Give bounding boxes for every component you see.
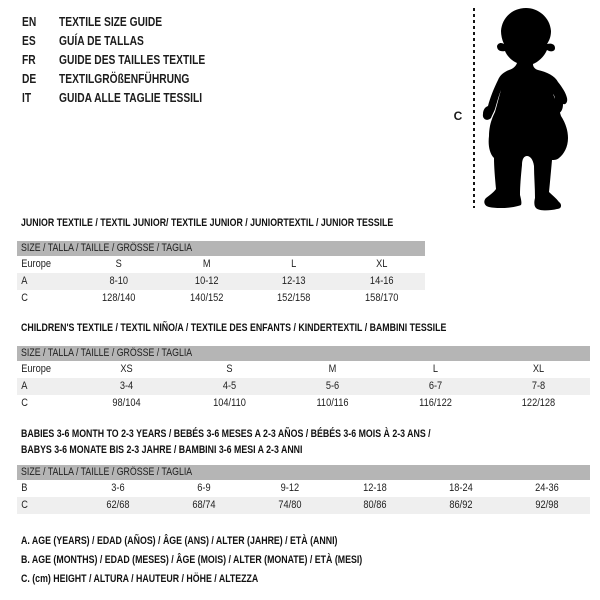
size-cell: 6-7 <box>428 380 443 392</box>
size-cell: 12-18 <box>363 482 388 494</box>
table-row-height <box>17 395 590 412</box>
size-cell: 104/110 <box>213 397 246 409</box>
size-cell: 8-10 <box>109 275 129 287</box>
section-title: BABIES 3-6 MONTH TO 2-3 YEARS / BEBÉS 3-6 MESES A 2-3 AÑOS / BÉBÉS 3-6 MOIS À 2-3 ANS / <box>21 428 431 440</box>
language-title-block <box>22 13 237 108</box>
size-cell: 98/104 <box>112 397 141 409</box>
table-row-age <box>17 378 590 395</box>
lang-row-fr <box>22 51 237 70</box>
lang-code: IT <box>22 91 32 105</box>
lang-label: GUIDE DES TAILLES TEXTILE <box>59 53 206 67</box>
size-cell: 110/116 <box>316 397 349 409</box>
row-label: A <box>21 380 28 392</box>
row-label: C <box>21 397 28 409</box>
size-cell: 18-24 <box>449 482 474 494</box>
section-title: CHILDREN'S TEXTILE / TEXTIL NIÑO/A / TEXTILE DES ENFANTS / KINDERTEXTIL / BAMBINI TESSILE <box>21 322 447 334</box>
table-row-height <box>17 497 590 514</box>
height-measure-dashed-line <box>473 8 475 208</box>
table-row-height <box>17 290 425 307</box>
lang-label: TEXTILGRÖßENFÜHRUNG <box>59 72 190 86</box>
size-cell: S <box>115 258 122 270</box>
lang-code: EN <box>22 15 37 29</box>
row-label: Europe <box>21 363 52 375</box>
lang-label: GUÍA DE TALLAS <box>59 34 144 48</box>
baby-silhouette-image <box>476 6 578 212</box>
table-row-age <box>17 273 425 290</box>
size-cell: 14-16 <box>369 275 394 287</box>
table-row-europe <box>17 256 425 273</box>
size-header-bar: SIZE / TALLA / TAILLE / GRÖSSE / TAGLIA <box>17 465 590 480</box>
size-cell: 5-6 <box>325 380 340 392</box>
babies-size-table <box>17 465 590 514</box>
footnote-b: B. AGE (MONTHS) / EDAD (MESES) / ÂGE (MOIS) / ALTER (MONATE) / ETÀ (MESI) <box>21 554 363 566</box>
row-label: C <box>21 292 28 304</box>
lang-row-it <box>22 89 237 108</box>
children-size-table <box>17 346 590 412</box>
section-title-line2: BABYS 3-6 MONATE BIS 2-3 JAHRE / BAMBINI 3-6 MESI A 2-3 ANNI <box>21 444 303 456</box>
row-label: Europe <box>21 258 52 270</box>
size-header-bar: SIZE / TALLA / TAILLE / GRÖSSE / TAGLIA <box>17 346 590 361</box>
size-cell: L <box>432 363 439 375</box>
size-cell: M <box>328 363 337 375</box>
footnote-legend <box>17 532 449 589</box>
height-measure-label: C <box>453 109 463 123</box>
size-cell: 9-12 <box>280 482 299 494</box>
table-row-months <box>17 480 590 497</box>
size-cell: 6-9 <box>197 482 211 494</box>
section-childrens-textile <box>17 320 590 412</box>
size-cell: 3-4 <box>119 380 134 392</box>
section-junior-textile <box>17 215 425 307</box>
lang-code: FR <box>22 53 36 67</box>
size-cell: 7-8 <box>531 380 546 392</box>
section-babies-textile <box>17 426 590 514</box>
size-cell: 128/140 <box>102 292 136 304</box>
lang-label: GUIDA ALLE TAGLIE TESSILI <box>59 91 203 105</box>
section-title: JUNIOR TEXTILE / TEXTIL JUNIOR/ TEXTILE JUNIOR / JUNIORTEXTIL / JUNIOR TESSILE <box>21 217 394 229</box>
size-cell: 86/92 <box>449 499 473 511</box>
footnote-a: A. AGE (YEARS) / EDAD (AÑOS) / ÂGE (ANS) / ALTER (JAHRE) / ETÀ (ANNI) <box>21 535 338 547</box>
lang-code: ES <box>22 34 36 48</box>
size-header-bar: SIZE / TALLA / TAILLE / GRÖSSE / TAGLIA <box>17 241 425 256</box>
row-label: B <box>21 482 28 494</box>
size-cell: 74/80 <box>278 499 302 511</box>
size-cell: 3-6 <box>111 482 125 494</box>
size-cell: XL <box>532 363 545 375</box>
lang-label: TEXTILE SIZE GUIDE <box>59 15 163 29</box>
size-cell: 12-13 <box>281 275 306 287</box>
row-label: C <box>21 499 28 511</box>
size-cell: 80/86 <box>363 499 387 511</box>
size-cell: 158/170 <box>364 292 398 304</box>
junior-size-table <box>17 241 425 307</box>
size-cell: 116/122 <box>419 397 452 409</box>
size-cell: 4-5 <box>222 380 237 392</box>
size-cell: M <box>202 258 211 270</box>
lang-row-en <box>22 13 237 32</box>
size-cell: XS <box>120 363 133 375</box>
row-label: A <box>21 275 28 287</box>
size-cell: 152/158 <box>277 292 311 304</box>
size-cell: L <box>291 258 297 270</box>
size-cell: 92/98 <box>535 499 559 511</box>
size-cell: 122/128 <box>521 397 556 409</box>
lang-row-es <box>22 32 237 51</box>
size-cell: 140/152 <box>189 292 223 304</box>
size-cell: S <box>226 363 233 375</box>
lang-row-de <box>22 70 237 89</box>
footnote-c: C. (cm) HEIGHT / ALTURA / HAUTEUR / HÖHE / ALTEZZA <box>21 573 259 585</box>
size-cell: 24-36 <box>535 482 559 494</box>
size-cell: 10-12 <box>194 275 219 287</box>
size-cell: XL <box>375 258 387 270</box>
table-row-europe <box>17 361 590 378</box>
size-cell: 62/68 <box>106 499 130 511</box>
lang-code: DE <box>22 72 37 86</box>
size-cell: 68/74 <box>192 499 216 511</box>
